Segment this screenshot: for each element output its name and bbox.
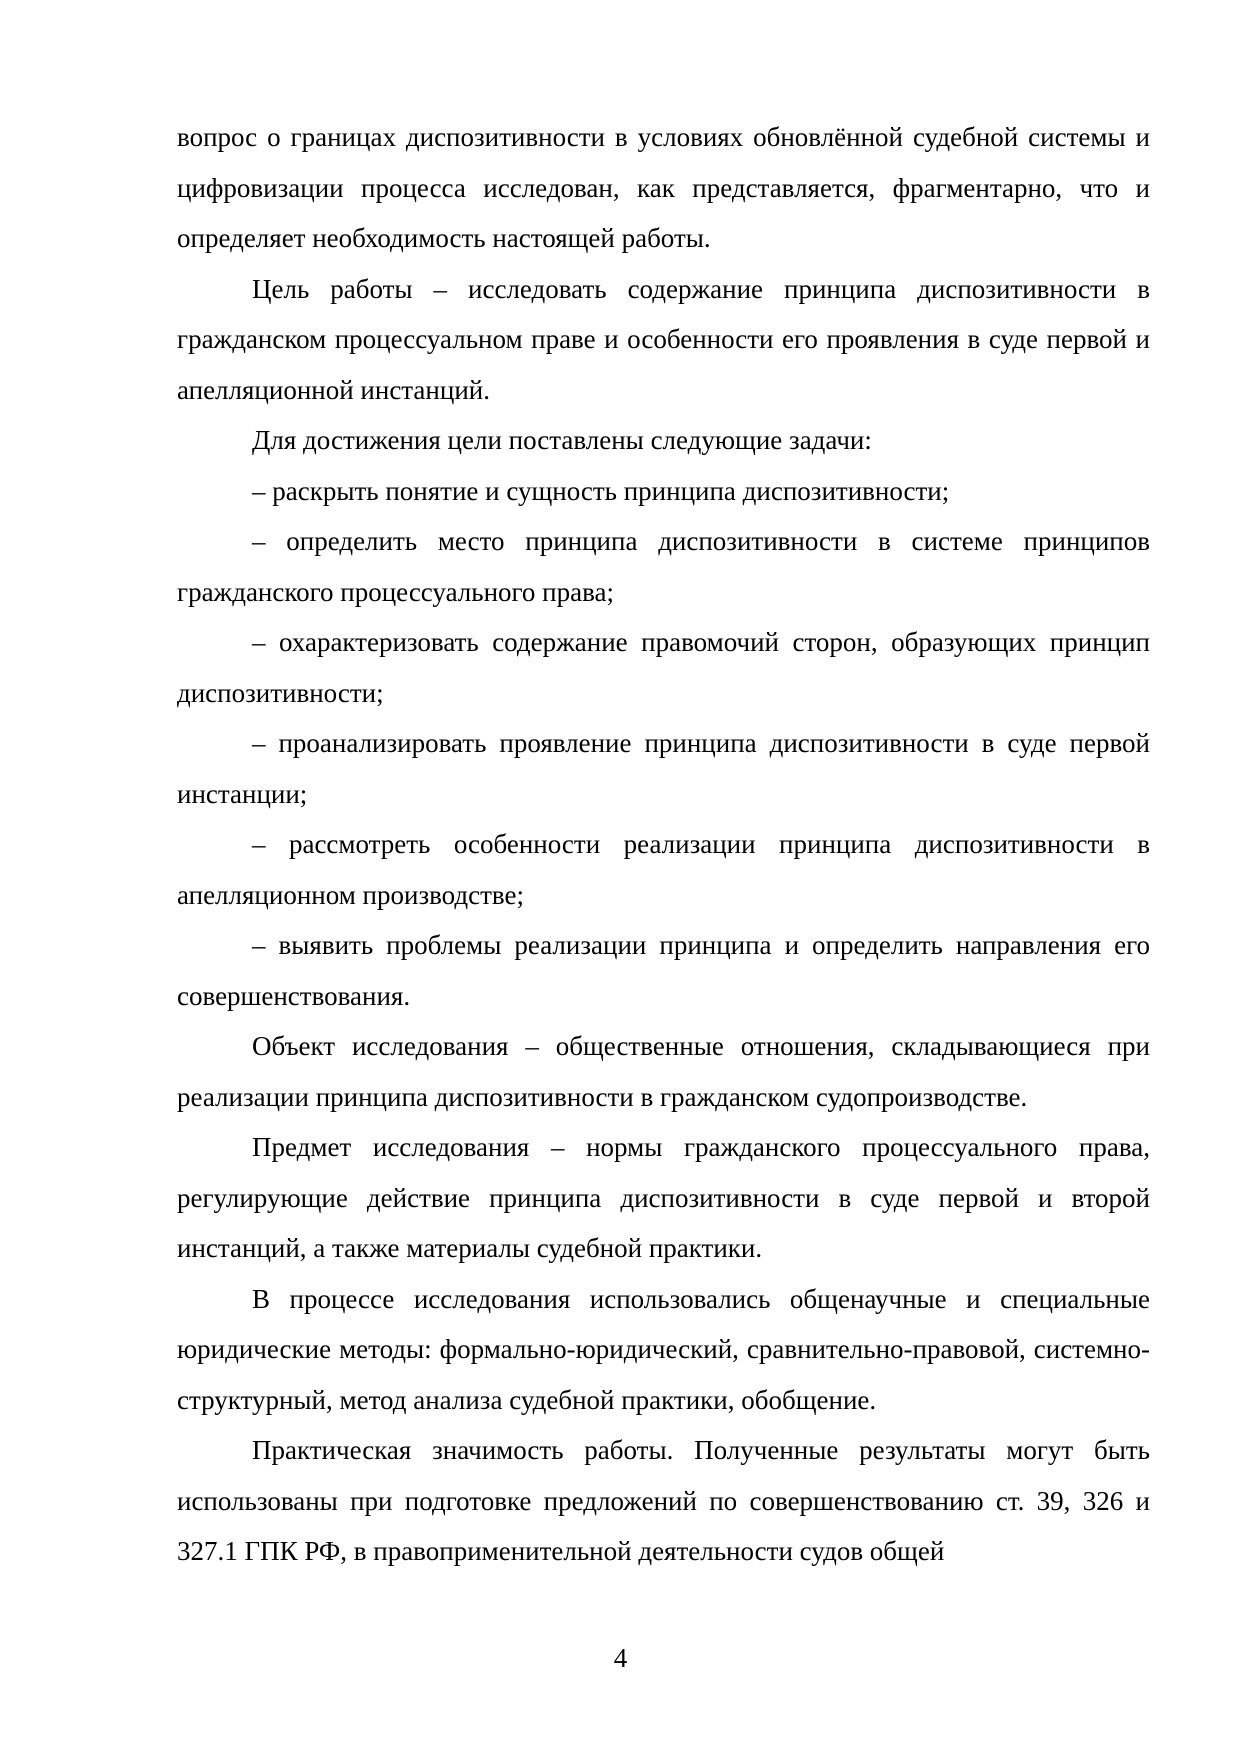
task-item: – выявить проблемы реализации принципа и определить направления его совершенствования.	[177, 930, 1150, 1011]
document-body	[177, 112, 1150, 1577]
task-item: – раскрыть понятие и сущность принципа диспозитивности;	[252, 475, 950, 506]
paragraph-significance: Практическая значимость работы. Полученные результаты могут быть использованы при подготовке предложений по совершенствованию ст. 39, 326 и 327.1 ГПК РФ, в правоприменительной деятельности судов общей	[177, 1435, 1150, 1566]
task-item: – определить место принципа диспозитивности в системе принципов гражданского процессуального права;	[177, 526, 1150, 607]
task-item: – охарактеризовать содержание правомочий сторон, образующих принцип диспозитивности;	[177, 627, 1150, 708]
task-item: – проанализировать проявление принципа диспозитивности в суде первой инстанции;	[177, 728, 1150, 809]
paragraph-subject: Предмет исследования – нормы гражданского процессуального права, регулирующие действие принципа диспозитивности в суде первой и второй инстанций, а также материалы судебной практики.	[177, 1132, 1150, 1263]
paragraph-methods: В процессе исследования использовались общенаучные и специальные юридические методы: формально-юридический, сравнительно-правовой, системно-структурный, метод анализа судебной практики, обобщение.	[177, 1283, 1150, 1415]
paragraph-tasks-intro: Для достижения цели поставлены следующие задачи:	[252, 425, 872, 455]
task-item: – рассмотреть особенности реализации принципа диспозитивности в апелляционном производстве;	[177, 829, 1150, 910]
paragraph-continuation: вопрос о границах диспозитивности в условиях обновлённой судебной системы и цифровизации процесса исследован, как представляется, фрагментарно, что и определяет необходимость настоящей работы.	[177, 122, 1150, 253]
paragraph-object: Объект исследования – общественные отношения, складывающиеся при реализации принципа диспозитивности в гражданском судопроизводстве.	[177, 1031, 1150, 1112]
page-number: 4	[613, 1643, 628, 1673]
paragraph-goal: Цель работы – исследовать содержание принципа диспозитивности в гражданском процессуальном праве и особенности его проявления в суде первой и апелляционной инстанций.	[177, 273, 1150, 405]
